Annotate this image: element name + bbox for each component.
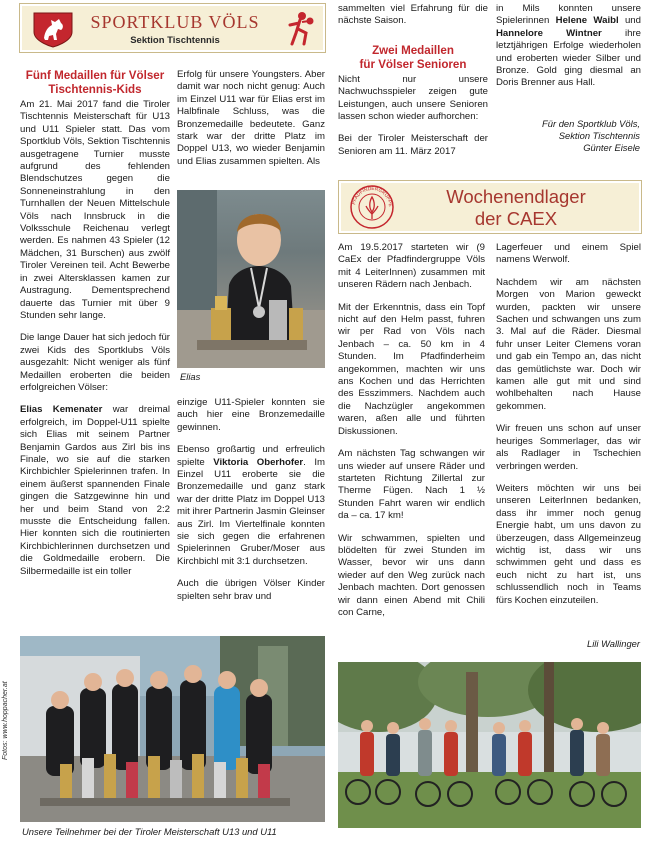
caex-column-2 bbox=[496, 242, 641, 617]
paragraph: Mit der Erkenntnis, dass ein Topf nicht auf den Helm passt, fuhren wir per Rad von Völs nach Jenbach – ca. 50 km in 4 Stunden. Im Pfadfinderheim angekommen, machten wir uns ans Kochen und das Herrichten des Esszimmers. Nachdem auch die Nachzügler angekommen waren, aßen alle und führten Diskussionen. bbox=[338, 301, 485, 437]
paragraph: sammelten viel Erfahrung für die nächste Saison. bbox=[338, 3, 488, 27]
sportklub-subtitle: Sektion Tischtennis bbox=[130, 35, 220, 46]
group-photo-caption: Unsere Teilnehmer bei der Tiroler Meisterschaft U13 und U11 bbox=[22, 826, 277, 837]
headline-senioren-2: für Völser Senioren bbox=[359, 57, 467, 71]
paragraph: Am nächsten Tag schwangen wir uns wieder auf unsere Räder und starteten Richtung Zillertal zur Therme Fügen. Nach 1 ½ Stunden Fahrt waren wir endlich da – ca. 17 km! bbox=[338, 448, 485, 522]
signature-caex: Lili Wallinger bbox=[587, 638, 640, 649]
horse-logo-icon bbox=[28, 10, 78, 48]
sportklub-banner bbox=[19, 3, 326, 53]
paragraph: Am 21. Mai 2017 fand die Tiroler Tischtennis Meisterschaft für U13 und U11 Spieler statt. Das vom Sportklub Völs, Sektion Tischtennis ausgetragene Turnier musste aufgrund des fehlenden Blendschutzes gegen die Sonneneinstrahlung in den Turnhallen der Neuen Mittelschule Völs nach Innsbruck in die Volksschule Reichenau verlegt werden. Es nahmen 43 Spieler (12 Mädchen, 31 Burschen) aus zwölf Tiroler Vereinen teil. Acht Bewerbe in zwei Altersklassen kamen zur Austragung. Dementsprechend dauerte das Turnier mit über 9 Stunden sehr lange. bbox=[20, 99, 170, 321]
paragraph: Weiters möchten wir uns bei unseren LeiterInnen bedanken, dass ihr immer noch genug Energie habt, um uns davon zu überzeugen, dass Allgemeinzeug wichtig ist, dass wir uns schwimmen geht und dass es euch nicht zu hart ist, uns schlussendlich noch in Teams fürs Kochen einzuteilen. bbox=[496, 482, 641, 606]
paragraph: Lagerfeuer und einem Spiel namens Werwolf. bbox=[496, 242, 641, 266]
player-name: Viktoria Oberhofer bbox=[213, 456, 304, 468]
caex-title-2: der CAEX bbox=[474, 208, 558, 229]
player-name: Hannelore Wintner bbox=[496, 27, 602, 39]
paragraph: Am 19.5.2017 starteten wir (9 CaEx der Pfadfindergruppe Völs mit 4 LeiterInnen) zusammen mit unseren Rädern nach Jenbach. bbox=[338, 242, 485, 291]
table-tennis-player-icon bbox=[282, 9, 318, 47]
caex-banner bbox=[338, 180, 642, 234]
article-column-2-cont bbox=[177, 397, 325, 603]
caex-photo-illustration bbox=[338, 662, 641, 828]
sportklub-title: SPORTKLUB VÖLS bbox=[90, 12, 260, 32]
headline-senioren-1: Zwei Medaillen bbox=[372, 43, 454, 57]
paragraph: in Mils konnten unsere Spielerinnen Helene Waibl und Hannelore Wintner ihre letztjährigen Erfolge wiederholen und eroberten wieder Silber und Bronze. Gold ging diesmal an Doris Brenner aus Hall. bbox=[496, 3, 641, 89]
paragraph: Ebenso großartig und erfreulich spielte Viktoria Oberhofer. Im Einzel U11 eroberte sie die Bronzemedaille und ganz stark war der dritte Platz im Doppel U13 mit ihrer Partnerin Jasmin Gleinser aus Zirl. Im Viertelfinale konnten sie sich gegen die erfahrenen Spielerinnen Gruber/Moser aus Kirchbichl mit 3:1 durchsetzen. bbox=[177, 444, 325, 567]
svg-text:PFADFINDERGRUPPE VÖLS bbox=[349, 184, 393, 207]
player-name: Elias Kemenater bbox=[20, 404, 103, 416]
caex-column-1 bbox=[338, 242, 485, 619]
paragraph: Nachdem wir am nächsten Morgen von Marion geweckt wurden, packten wir unsere Sachen und schwangen uns zum 3. Mal auf die Räder. Diesmal fuhr unser Leiter Clemens voran und gab ein Tempo an, das nicht das gemütlichste war. Doch wir kamen alle gut mit und sind wohlbehalten nach Hause gekommen. bbox=[496, 276, 641, 412]
article-column-1 bbox=[20, 69, 170, 578]
headline-kids-2: Tischtennis-Kids bbox=[48, 83, 142, 96]
seal-text: PFADFINDERGRUPPE bbox=[352, 186, 393, 208]
player-name: Helene Waibl bbox=[555, 15, 619, 27]
paragraph: Bei der Tiroler Meisterschaft der Senioren am 11. März 2017 bbox=[338, 133, 488, 157]
headline-kids-1: Fünf Medaillen für Völser bbox=[25, 69, 165, 82]
photo-credit: Fotos: www.hoppacher.at bbox=[2, 681, 9, 760]
article-column-4 bbox=[496, 3, 641, 100]
article-column-3 bbox=[338, 3, 488, 158]
group-photo-illustration bbox=[20, 636, 325, 822]
paragraph: Die lange Dauer hat sich jedoch für zwei Kids des Sportklubs Völs ausgezahlt: Nicht weniger als fünf Medaillen eroberten die beiden erfolgreichen Völser: bbox=[20, 332, 170, 393]
caex-title-1: Wochenendlager bbox=[446, 186, 586, 207]
paragraph: Wir freuen uns schon auf unser heuriges Sommerlager, das wir als Radlager in Tschechien verbringen werden. bbox=[496, 423, 641, 472]
paragraph: einzige U11-Spieler konnten sie auch hier eine Bronzemedaille gewinnen. bbox=[177, 397, 325, 433]
caex-bike-photo bbox=[338, 662, 641, 828]
elias-photo-illustration bbox=[177, 190, 325, 368]
paragraph: Erfolg für unsere Youngsters. Aber damit war noch nicht genug: Auch im Einzel U11 war für Elias erst im Halbfinale Schluss, was die Bronzemedaille bedeutete. Ganz stark war der dritte Platz im Doppel U13, wo wieder Benjamin und Elias zusammen spielten. Als bbox=[177, 69, 325, 167]
pfadfinder-seal-icon bbox=[349, 184, 395, 230]
group-photo-tischtennis bbox=[20, 636, 325, 822]
photo-caption: Elias bbox=[180, 371, 201, 382]
paragraph: Auch die übrigen Völser Kinder spielten sehr brav und bbox=[177, 578, 325, 602]
elias-photo bbox=[177, 190, 325, 368]
paragraph: Elias Kemenater war dreimal erfolgreich, im Doppel-U11 spielte sich Elias mit seinem Partner Benjamin Gardos aus Zirl bis ins Finale, wo sie auf die starken Kirchbichler Spielerinnen trafen. In einem äußerst spannenden Finale gingen die Satzgewinne hin und her und beim Stand von 2:2 musste die Entscheidung fallen. Hier konnten sich die routinierten Kirchbichlerinnen durchsetzen und die Goldmedaille erobern. Die Silbermedaille ist ein toller bbox=[20, 404, 171, 577]
signature-sportklub: Für den Sportklub Völs, Sektion Tischtennis Günter Eisele bbox=[542, 118, 640, 153]
paragraph: Wir schwammen, spielten und blödelten für zwei Stunden im Wasser, bevor wir uns dann wieder auf den Weg zurück nach Jenbach machten. Dort genossen wir dann einen Abend mit Chili con Carne, bbox=[338, 532, 485, 618]
article-column-2 bbox=[177, 69, 325, 178]
paragraph: Nicht nur unsere Nachwuchsspieler zeigen gute Leistungen, auch unsere Senioren lassen schon wieder aufhorchen: bbox=[338, 73, 488, 123]
